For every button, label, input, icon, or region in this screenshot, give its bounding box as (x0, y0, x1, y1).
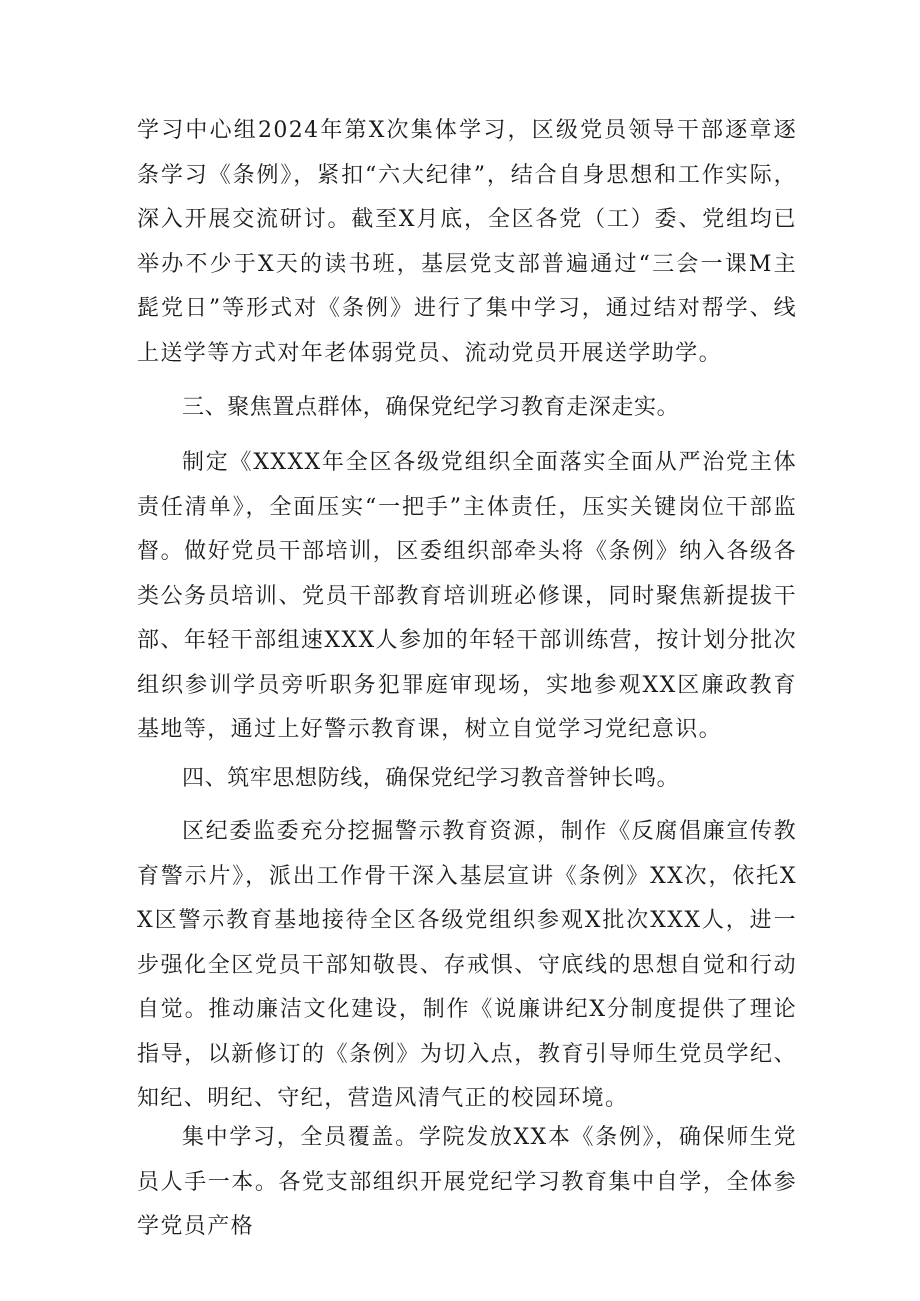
section-heading-3: 三、聚焦置点群体，确保党纪学习教育走深走实。 (182, 395, 680, 420)
body-paragraph-3: 区纪委监委充分挖掘警示教育资源，制作《反腐倡廉宣传教育警示片》，派出工作骨干深入基层宣讲《条例》XX次，依托XX区警示教育基地接待全区各级党组织参观X批次XXX人，进一步强化全区党员干部知敬畏、存戒惧、守底线的思想自觉和行动自觉。推动廉洁文化建设，制作《说廉讲纪X分制度提供了理论指导，以新修订的《条例》为切入点，教育引导师生党员学纪、知纪、明纪、守纪，营造风清气正的校园环境。 (137, 819, 797, 1111)
body-paragraph-4: 集中学习，全员覆盖。学院发放XX本《条例》，确保师生党员人手一本。各党支部组织开展党纪学习教育集中自学，全体参学党员产格 (137, 1125, 797, 1239)
section-heading-4: 四、筑牢思想防线，确保党纪学习教音誉钟长鸣。 (182, 766, 680, 791)
body-paragraph-2: 制定《XXXX年全区各级党组织全面落实全面从严治党主体责任清单》，全面压实“一把手”主体责任，压实关键岗位干部监督。做好党员干部培训，区委组织部牵头将《条例》纳入各级各类公务员培训、党员干部教育培训班必修课，同时聚焦新提拔干部、年轻干部组速XXX人参加的年轻干部训练营，按计划分批次组织参训学员旁听职务犯罪庭审现场，实地参观XX区廉政教育基地等，通过上好警示教育课，树立自觉学习党纪意识。 (137, 450, 797, 742)
body-paragraph-1: 学习中心组2024年第X次集体学习，区级党员领导干部逐章逐条学习《条例》，紧扣“六大纪律”，结合自身思想和工作实际，深入开展交流研讨。截至X月底，全区各党（工）委、党组均已举办不少于X天的读书班，基层党支部普遍通过“三会一课M主髭党日”等形式对《条例》进行了集中学习，通过结对帮学、线上送学等方式对年老体弱党员、流动党员开展送学助学。 (137, 118, 797, 366)
